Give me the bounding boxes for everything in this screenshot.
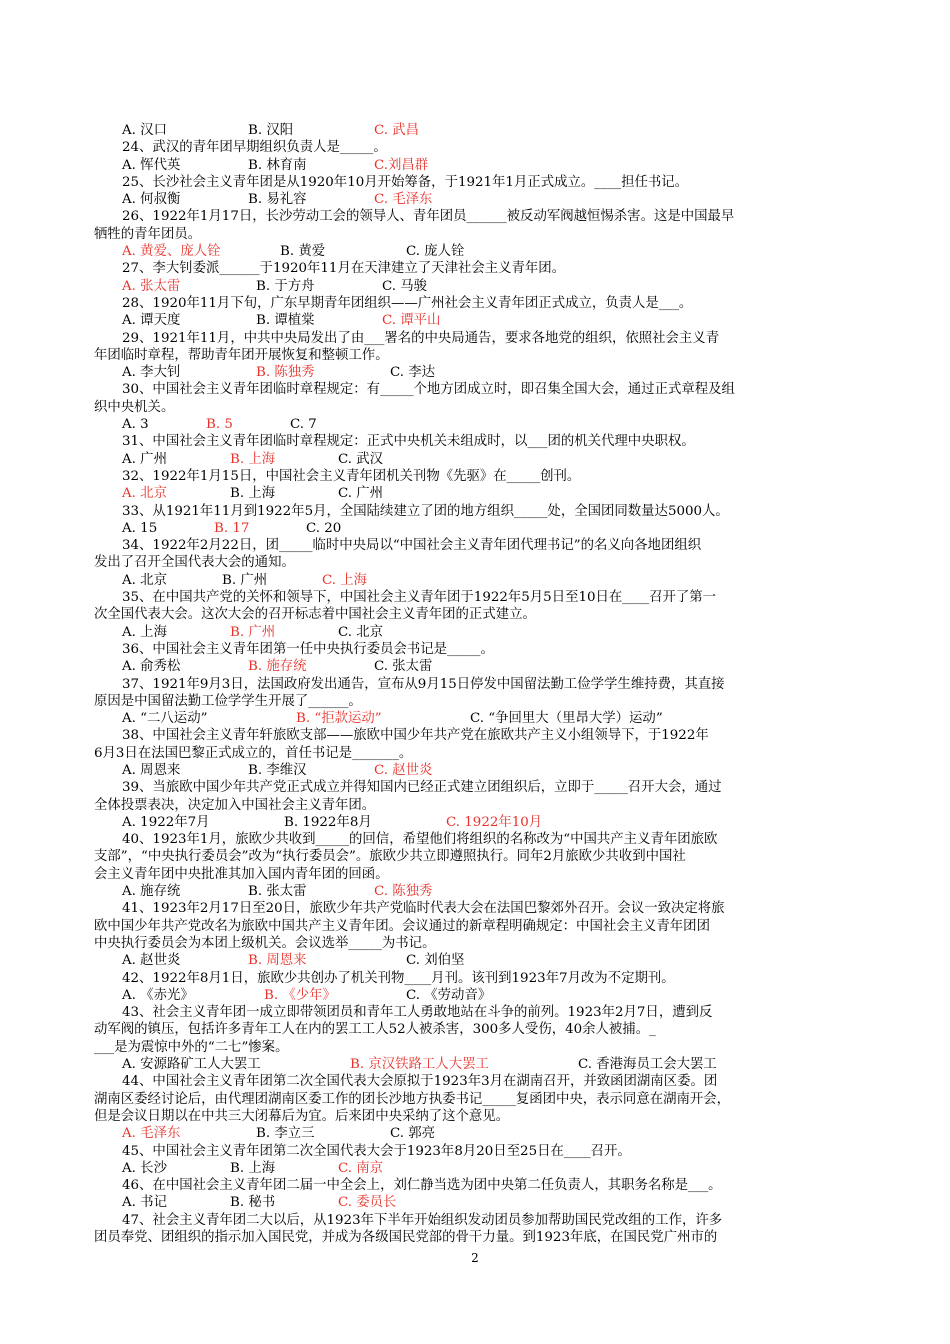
- answer-option: B. 上海: [230, 486, 276, 502]
- answer-option-correct: A. 北京: [122, 486, 167, 502]
- question-text-continued: 支部”，“中央执行委员会”改为“执行委员会”。旅欧少共立即遵照执行。同年2月旅欧少共收到中国社: [94, 849, 686, 865]
- question-text: 45、中国社会主义青年团第二次全国代表大会于1923年8月20日至25日在____召开。: [122, 1143, 631, 1159]
- answer-option-correct: A. 毛泽东: [122, 1126, 181, 1142]
- answer-option: A. 汉口: [122, 123, 167, 138]
- question-text: 44、中国社会主义青年团第二次全国代表大会原拟于1923年3月在湖南召开，并致函团湖南区委。团: [122, 1074, 718, 1090]
- answer-option-correct: B. 广州: [230, 624, 276, 640]
- answer-options: [122, 1194, 862, 1211]
- answer-option-correct: A. 黄爱、庞人铨: [122, 244, 221, 260]
- answer-option: A. 赵世炎: [122, 953, 181, 969]
- answer-option-correct: C. 谭平山: [382, 313, 441, 329]
- answer-options: [122, 312, 862, 329]
- question-text: 33、从1921年11月到1922年5月，全国陆续建立了团的地方组织_____处，全国团同数量达5000人。: [122, 503, 729, 519]
- answer-option: B. 汉阳: [248, 123, 294, 138]
- answer-option: A. 李大钊: [122, 365, 181, 381]
- answer-option: B. 1922年8月: [284, 814, 372, 830]
- question-text: 46、在中国社会主义青年团二届一中全会上，刘仁静当选为团中央第二任负责人，其职务名称是___。: [122, 1178, 722, 1194]
- question-text: 47、社会主义青年团二大以后，从1923年下半年开始组织发动团员参加帮助国民党改组的工作，许多: [122, 1212, 723, 1228]
- question-text: 37、1921年9月3日，法国政府发出通告，宣布从9月15日停发中国留法勤工俭学学生维持费，其直接: [122, 676, 725, 692]
- answer-option: C. 马骏: [382, 278, 428, 294]
- answer-option-correct: B. “拒款运动”: [296, 711, 382, 727]
- answer-option: C. “争回里大（里昂大学）运动”: [470, 711, 663, 727]
- answer-option-correct: C. 上海: [322, 572, 368, 588]
- question-text: 43、社会主义青年团一成立即带领团员和青年工人勇敢地站在斗争的前列。1923年2月7日，遭到反: [122, 1005, 713, 1021]
- answer-option: C. 张太雷: [374, 659, 433, 675]
- question-text-continued: 年团临时章程，帮助青年团开展恢复和整顿工作。: [94, 347, 389, 363]
- answer-option: A. 施存统: [122, 884, 181, 900]
- question-text: 40、1923年1月，旅欧少共收到_____的回信，希望他们将组织的名称改为“中国共产主义青年团旅欧: [122, 832, 718, 848]
- answer-options: [122, 952, 862, 969]
- question-text: 28、1920年11月下旬，广东早期青年团组织——广州社会主义青年团正式成立，负责人是___。: [122, 295, 693, 311]
- answer-option-correct: B. 5: [206, 417, 233, 433]
- question-text: 24、武汉的青年团早期组织负责人是_____。: [122, 140, 387, 156]
- question-text-continued: 原因是中国留法勤工俭学学生开展了______。: [94, 693, 362, 709]
- answer-option: A. “二八运动”: [122, 711, 208, 727]
- answer-option: C. 《劳动音》: [406, 987, 492, 1003]
- answer-option: B. 上海: [230, 1160, 276, 1176]
- answer-options: [122, 987, 862, 1004]
- question-text-continued: 6月3日在法国巴黎正式成立的，首任书记是_______。: [94, 745, 413, 761]
- question-text: 29、1921年11月，中共中央局发出了由___署名的中央局通告，要求各地党的组织，依照社会主义青: [122, 330, 720, 346]
- question-text: 32、1922年1月15日，中国社会主义青年团机关刊物《先驱》在_____创刊。: [122, 468, 581, 484]
- question-text: 34、1922年2月22日，团_____临时中央局以“中国社会主义青年团代理书记”的名义向各地团组织: [122, 538, 702, 554]
- answer-option: C. 刘伯坚: [406, 953, 465, 969]
- question-text-continued: 次全国代表大会。这次大会的召开标志着中国社会主义青年团的正式建立。: [94, 607, 536, 623]
- answer-options: [122, 157, 862, 174]
- answer-option: A. 周恩来: [122, 762, 181, 778]
- answer-options: [122, 762, 862, 779]
- answer-options: [122, 814, 862, 831]
- question-text: 39、当旅欧中国少年共产党正式成立并得知国内已经正式建立团组织后，立即于_____召开大会，通过: [122, 780, 722, 796]
- answer-option-correct: C.刘昌群: [374, 157, 429, 173]
- answer-option: C. 7: [290, 417, 317, 433]
- question-text-continued: 织中央机关。: [94, 399, 175, 415]
- answer-options: [122, 364, 862, 381]
- answer-option: C. 香港海员工会大罢工: [578, 1057, 717, 1073]
- answer-option: A. 俞秀松: [122, 659, 181, 675]
- answer-option: B. 秘书: [230, 1195, 276, 1211]
- answer-option-correct: C. 武昌: [374, 123, 420, 138]
- answer-options: [122, 1160, 862, 1177]
- answer-option-correct: C. 南京: [338, 1160, 384, 1176]
- answer-option-correct: C. 赵世炎: [374, 762, 433, 778]
- answer-option: B. 谭植棠: [256, 313, 315, 329]
- answer-option-correct: B. 17: [214, 520, 250, 536]
- answer-option-correct: B. 周恩来: [248, 953, 307, 969]
- answer-option: C. 武汉: [338, 451, 384, 467]
- answer-options: [122, 485, 862, 502]
- question-text-continued: 动军阀的镇压，包括许多青年工人在内的罢工工人52人被杀害，300多人受伤，40余人被捕。_: [94, 1022, 656, 1038]
- answer-option-correct: B. 《少年》: [264, 987, 336, 1003]
- question-text: 31、中国社会主义青年团临时章程规定：正式中央机关未组成时，以___团的机关代理中央职权。: [122, 434, 695, 450]
- question-text: 38、中国社会主义青年轩旅欧支部——旅欧中国少年共产党在旅欧共产主义小组领导下，于1922年: [122, 728, 709, 744]
- answer-option-correct: B. 施存统: [248, 659, 307, 675]
- answer-options: [122, 624, 862, 641]
- answer-option-correct: A. 张太雷: [122, 278, 181, 294]
- answer-option: B. 于方舟: [256, 278, 315, 294]
- answer-option: A. 何叔衡: [122, 192, 181, 208]
- question-text: 25、长沙社会主义青年团是从1920年10月开始筹备，于1921年1月正式成立。____担任书记。: [122, 174, 689, 190]
- answer-options: [122, 710, 862, 727]
- answer-options: [122, 572, 862, 589]
- answer-option: B. 黄爱: [280, 244, 326, 260]
- answer-options: [122, 243, 862, 260]
- answer-option: A. 15: [122, 520, 158, 536]
- answer-options: [122, 278, 862, 295]
- answer-option: B. 林育南: [248, 157, 307, 173]
- answer-option-correct: C. 1922年10月: [446, 814, 543, 830]
- question-text: 41、1923年2月17日至20日，旅欧少年共产党临时代表大会在法国巴黎郊外召开。会议一致决定将旅: [122, 901, 725, 917]
- question-text-continued: 湖南区委经讨论后，由代理团湖南区委工作的团长沙地方执委书记_____复函团中央，表示同意在湖南开会，: [94, 1091, 731, 1107]
- answer-options: [122, 451, 862, 468]
- answer-option: C. 广州: [338, 486, 384, 502]
- question-text: 27、李大钊委派______于1920年11月在天津建立了天津社会主义青年团。: [122, 261, 566, 277]
- answer-options: [122, 520, 862, 537]
- answer-option-correct: B. 上海: [230, 451, 276, 467]
- answer-option-correct: C. 陈独秀: [374, 884, 433, 900]
- answer-option: C. 20: [306, 520, 342, 536]
- answer-option: C. 北京: [338, 624, 384, 640]
- question-text-continued: 但是会议日期以在中共三大闭幕后为宜。后来团中央采纳了这个意见。: [94, 1108, 510, 1124]
- answer-option: B. 易礼容: [248, 192, 307, 208]
- answer-option: A. 谭天度: [122, 313, 181, 329]
- answer-option: A. 安源路矿工人大罢工: [122, 1057, 261, 1073]
- answer-option: C. 庞人铨: [406, 244, 465, 260]
- answer-option: A. 长沙: [122, 1160, 167, 1176]
- question-text: 26、1922年1月17日，长沙劳动工会的领导人、青年团员______被反动军阀越恒惕杀害。这是中国最早: [122, 209, 735, 225]
- question-text-continued: 会主义青年团中央批准其加入国内青年团的回函。: [94, 866, 389, 882]
- answer-options: [122, 191, 862, 208]
- question-text: 36、中国社会主义青年团第一任中央执行委员会书记是_____。: [122, 641, 494, 657]
- answer-option: A. 书记: [122, 1195, 167, 1211]
- answer-option-correct: B. 京汉铁路工人大罢工: [350, 1057, 489, 1073]
- answer-option-correct: B. 陈独秀: [256, 365, 315, 381]
- question-text-continued: 中央执行委员会为本团上级机关。会议选举_____为书记。: [94, 935, 436, 951]
- question-text-continued: 欧中国少年共产党改名为旅欧中国共产主义青年团。会议通过的新章程明确规定：中国社会主义青年团团: [94, 918, 710, 934]
- answer-option: B. 广州: [222, 572, 268, 588]
- answer-option: A. 北京: [122, 572, 167, 588]
- question-text-continued: 全体投票表决，决定加入中国社会主义青年团。: [94, 797, 376, 813]
- answer-option: B. 李维汉: [248, 762, 307, 778]
- answer-option: B. 张太雷: [248, 884, 307, 900]
- answer-options: [122, 658, 862, 675]
- answer-options: [122, 1056, 862, 1073]
- question-text-continued: 牺牲的青年团员。: [94, 226, 202, 242]
- question-text: 42、1922年8月1日，旅欧少共创办了机关刊物____月刊。该刊到1923年7月改为不定期刊。: [122, 970, 675, 986]
- question-text-continued: 团员奉党、团组织的指示加入国民党，并成为各级国民党部的骨干力量。到1923年底，在国民党广州市的: [94, 1230, 718, 1245]
- answer-options: [122, 883, 862, 900]
- answer-option: A. 恽代英: [122, 157, 181, 173]
- answer-option: A. 1922年7月: [122, 814, 210, 830]
- question-text-continued: ___是为震惊中外的“二七”惨案。: [94, 1039, 289, 1055]
- answer-options: [122, 416, 862, 433]
- answer-options: [122, 122, 862, 139]
- answer-option: B. 李立三: [256, 1126, 315, 1142]
- answer-option: A. 《赤光》: [122, 987, 194, 1003]
- answer-option: C. 李达: [390, 365, 436, 381]
- answer-option: C. 郭亮: [390, 1126, 436, 1142]
- question-text-continued: 发出了召开全国代表大会的通知。: [94, 555, 295, 571]
- answer-option: A. 3: [122, 417, 149, 433]
- answer-option-correct: C. 委员长: [338, 1195, 397, 1211]
- answer-option-correct: C. 毛泽东: [374, 192, 433, 208]
- page-number: 2: [471, 1251, 479, 1265]
- question-text: 30、中国社会主义青年团临时章程规定：有_____个地方团成立时，即召集全国大会，通过正式章程及组: [122, 382, 735, 398]
- answer-option: A. 广州: [122, 451, 167, 467]
- question-list: [94, 122, 862, 1246]
- question-text: 35、在中国共产党的关怀和领导下，中国社会主义青年团于1922年5月5日至10日在____召开了第一: [122, 590, 717, 606]
- answer-options: [122, 1125, 862, 1142]
- answer-option: A. 上海: [122, 624, 167, 640]
